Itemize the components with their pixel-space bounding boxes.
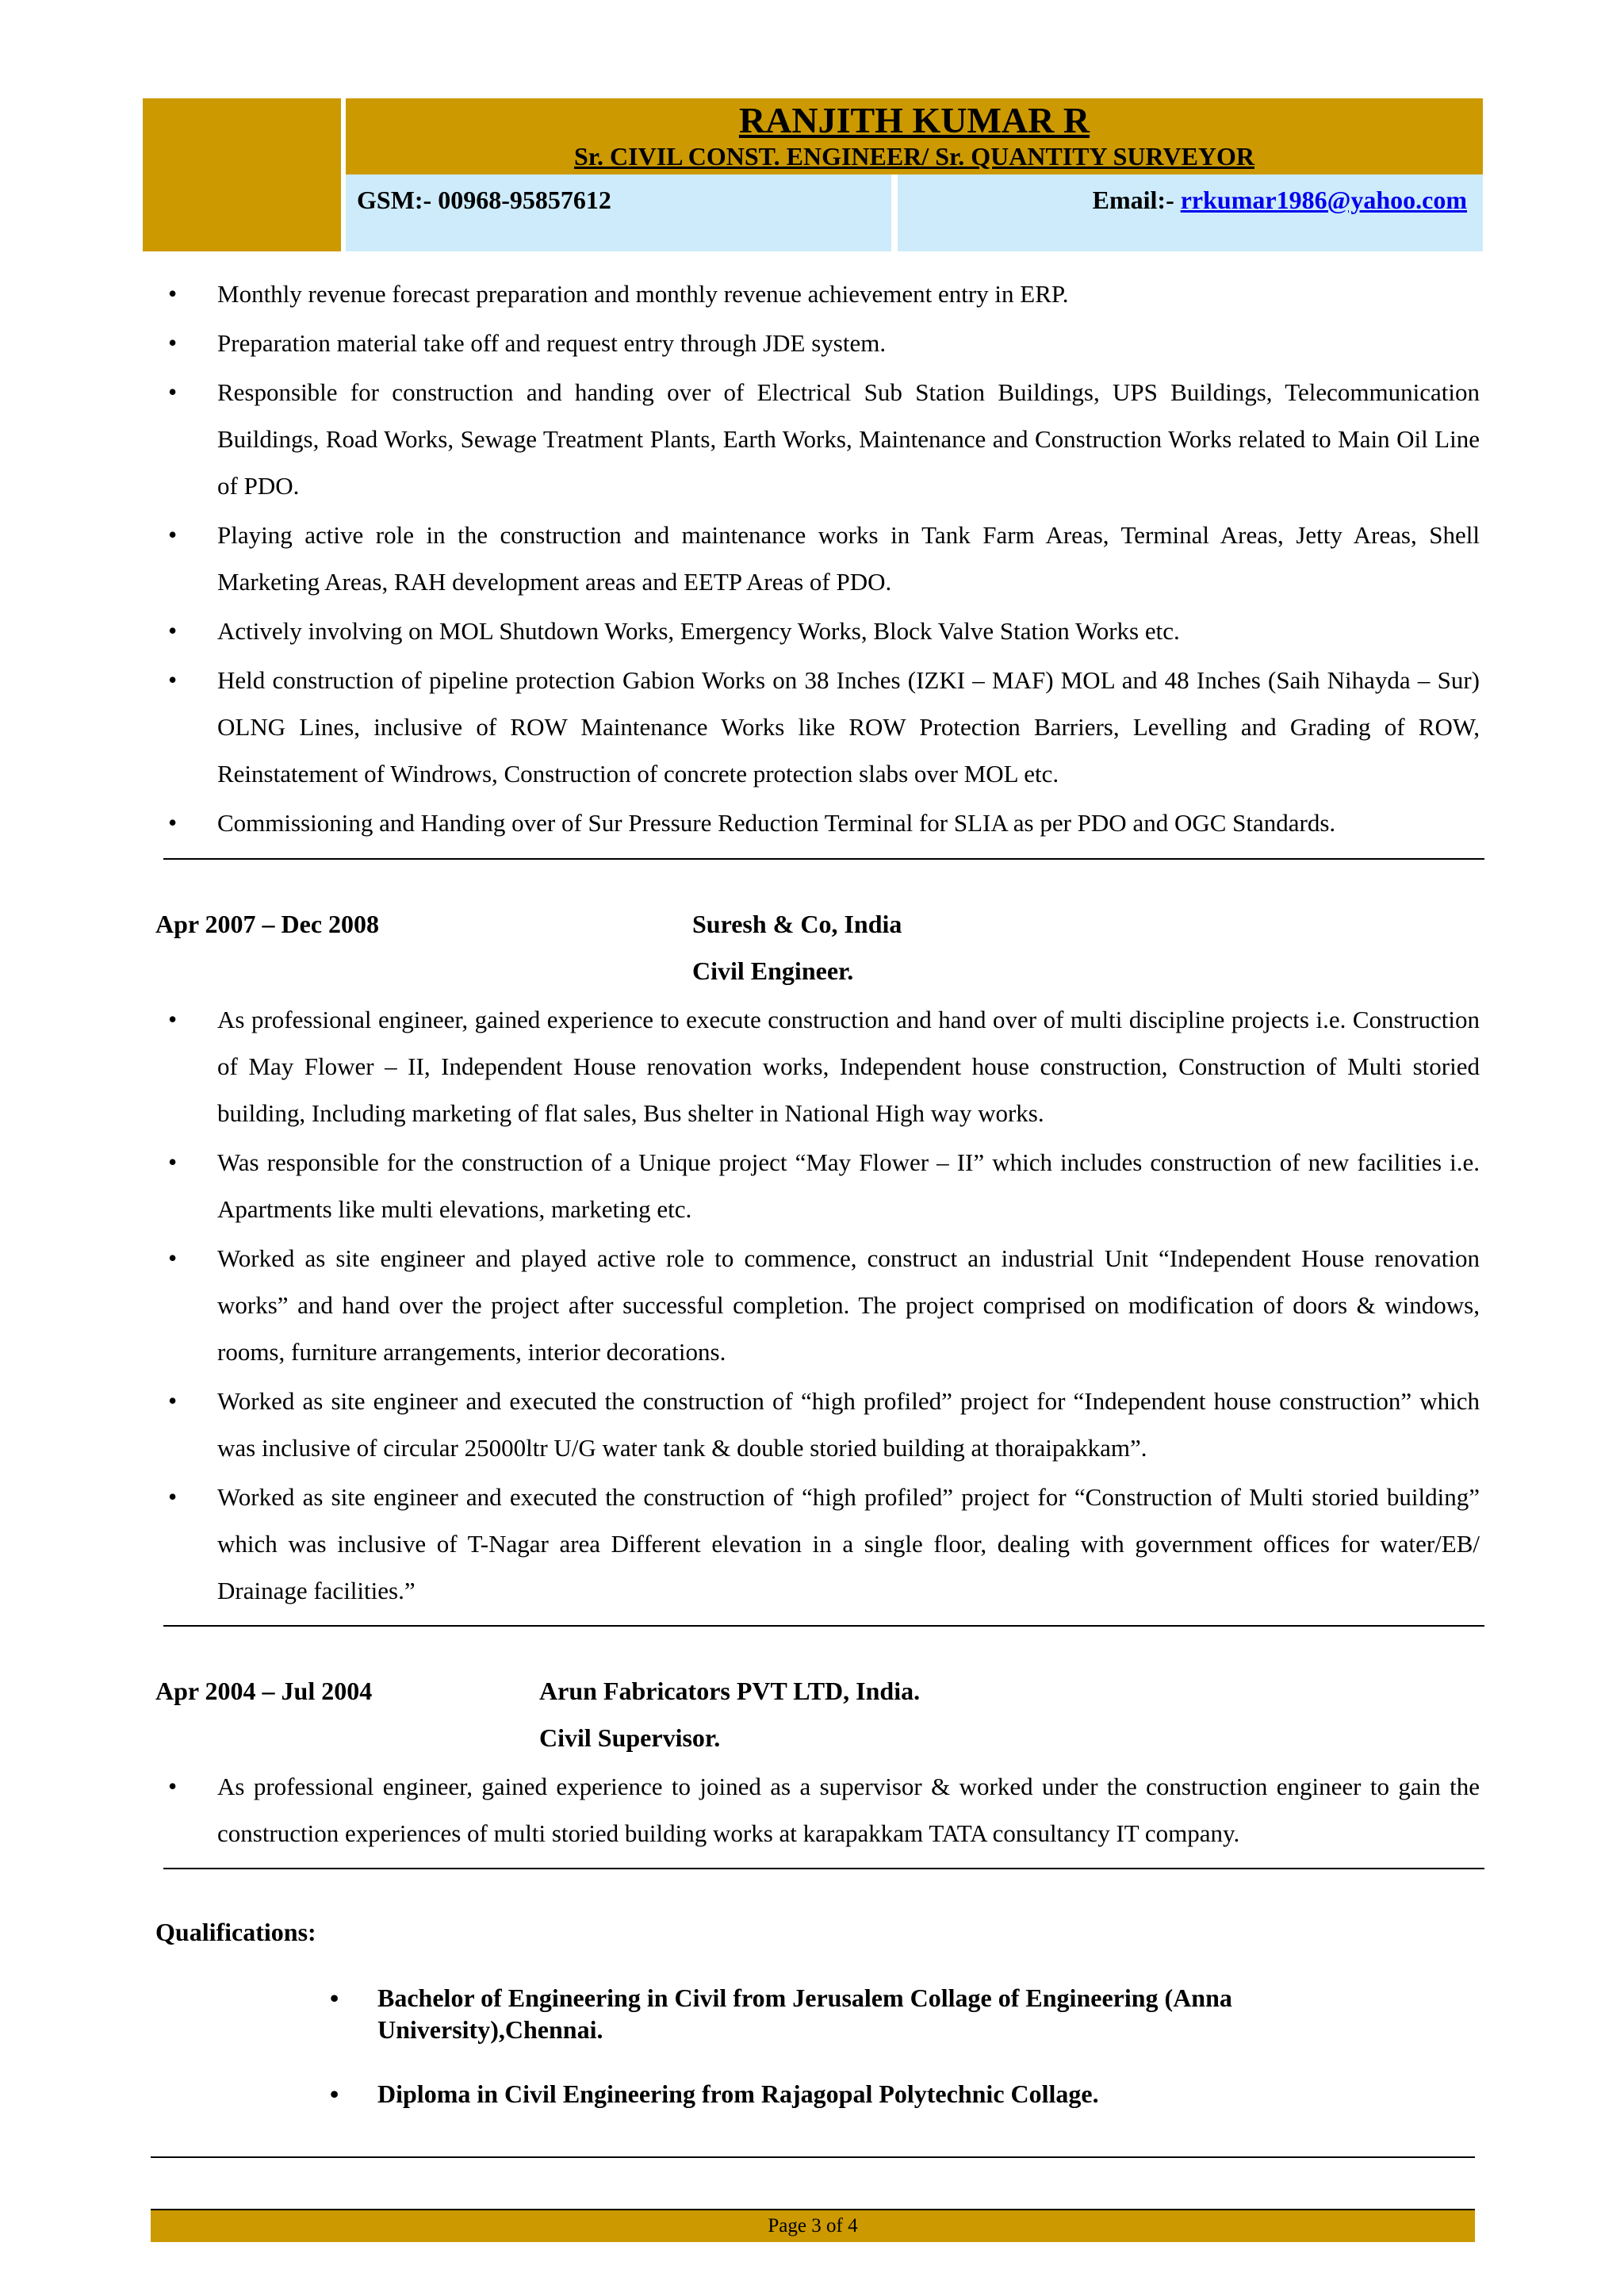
job-dates: Apr 2007 – Dec 2008 bbox=[155, 910, 380, 938]
job-role: Civil Engineer. bbox=[692, 956, 854, 985]
list-item: • Preparation material take off and request entry through JDE system. bbox=[155, 320, 1480, 366]
header-name-band bbox=[346, 98, 1483, 174]
job-company: Suresh & Co, India bbox=[692, 910, 902, 938]
list-item: • Worked as site engineer and executed the construction of “high profiled” project for “Independent house construction” which was inclusive of circular 25000ltr U/G water tank & double storied building at thoraipakkam”. bbox=[155, 1378, 1480, 1471]
list-item: • Diploma in Civil Engineering from Rajagopal Polytechnic Collage. bbox=[325, 2078, 1356, 2110]
email-label: Email:- bbox=[1092, 186, 1181, 214]
candidate-title: Sr. CIVIL CONST. ENGINEER/ Sr. QUANTITY SURVEYOR bbox=[573, 142, 1255, 171]
section-divider bbox=[163, 1868, 1484, 1869]
job-role: Civil Supervisor. bbox=[539, 1723, 721, 1752]
page-number: Page 3 of 4 bbox=[768, 2215, 858, 2237]
list-item: • Bachelor of Engineering in Civil from Jerusalem Collage of Engineering (Anna University),Chennai. bbox=[325, 1982, 1356, 2045]
header-gold-block bbox=[143, 98, 341, 251]
job-dates: Apr 2004 – Jul 2004 bbox=[155, 1677, 373, 1705]
pdo-bullets bbox=[155, 270, 1480, 849]
email-link[interactable]: rrkumar1986@yahoo.com bbox=[1180, 186, 1467, 214]
qualifications-list bbox=[325, 1982, 1356, 2045]
qualifications-list bbox=[325, 2078, 1356, 2110]
list-item: • Monthly revenue forecast preparation and monthly revenue achievement entry in ERP. bbox=[155, 270, 1480, 317]
qualifications-heading: Qualifications: bbox=[155, 1918, 316, 1946]
list-item: • As professional engineer, gained experience to execute construction and hand over of multi discipline projects i.e. Construction of May Flower – II, Independent House renovation works, Independent house construction, Construction of Multi storied building, Including marketing of flat sales, Bus shelter in National High way works. bbox=[155, 996, 1480, 1137]
job-company: Arun Fabricators PVT LTD, India. bbox=[539, 1677, 921, 1705]
candidate-name: RANJITH KUMAR R bbox=[738, 100, 1090, 140]
phone-number: GSM:- 00968-95857612 bbox=[346, 174, 891, 251]
footer-divider bbox=[151, 2156, 1475, 2158]
list-item: • Worked as site engineer and played active role to commence, construct an industrial Unit “Independent House renovation works” and hand over the project after successful completion. The project comprised on modification of doors & windows, rooms, furniture arrangements, interior decorations. bbox=[155, 1235, 1480, 1375]
list-item: • Was responsible for the construction of a Unique project “May Flower – II” which includes construction of new facilities i.e. Apartments like multi elevations, marketing etc. bbox=[155, 1139, 1480, 1232]
list-item: • Responsible for construction and handing over of Electrical Sub Station Buildings, UPS Buildings, Telecommunication Buildings, Road Works, Sewage Treatment Plants, Earth Works, Maintenance and Construction Works related to Main Oil Line of PDO. bbox=[155, 369, 1480, 509]
suresh-bullets bbox=[155, 996, 1480, 1616]
list-item: • As professional engineer, gained experience to joined as a supervisor & worked under the construction engineer to gain the construction experiences of multi storied building works at karapakkam TATA consultancy IT company. bbox=[155, 1763, 1480, 1857]
list-item: • Worked as site engineer and executed the construction of “high profiled” project for “Construction of Multi storied building” which was inclusive of T-Nagar area Different elevation in a single floor, dealing with government offices for water/EB/ Drainage facilities.” bbox=[155, 1474, 1480, 1614]
section-divider bbox=[163, 1625, 1484, 1627]
email-block bbox=[898, 174, 1483, 251]
section-divider bbox=[163, 858, 1484, 860]
list-item: • Held construction of pipeline protection Gabion Works on 38 Inches (IZKI – MAF) MOL and 48 Inches (Saih Nihayda – Sur) OLNG Lines, inclusive of ROW Maintenance Works like ROW Protection Barriers, Levelling and Grading of ROW, Reinstatement of Windrows, Construction of concrete protection slabs over MOL etc. bbox=[155, 657, 1480, 797]
page-number-bar bbox=[151, 2209, 1475, 2242]
list-item: • Playing active role in the construction and maintenance works in Tank Farm Areas, Terminal Areas, Jetty Areas, Shell Marketing Areas, RAH development areas and EETP Areas of PDO. bbox=[155, 512, 1480, 605]
arun-bullets bbox=[155, 1763, 1480, 1859]
list-item: • Actively involving on MOL Shutdown Works, Emergency Works, Block Valve Station Works etc. bbox=[155, 608, 1480, 654]
list-item: • Commissioning and Handing over of Sur Pressure Reduction Terminal for SLIA as per PDO and OGC Standards. bbox=[155, 799, 1480, 846]
